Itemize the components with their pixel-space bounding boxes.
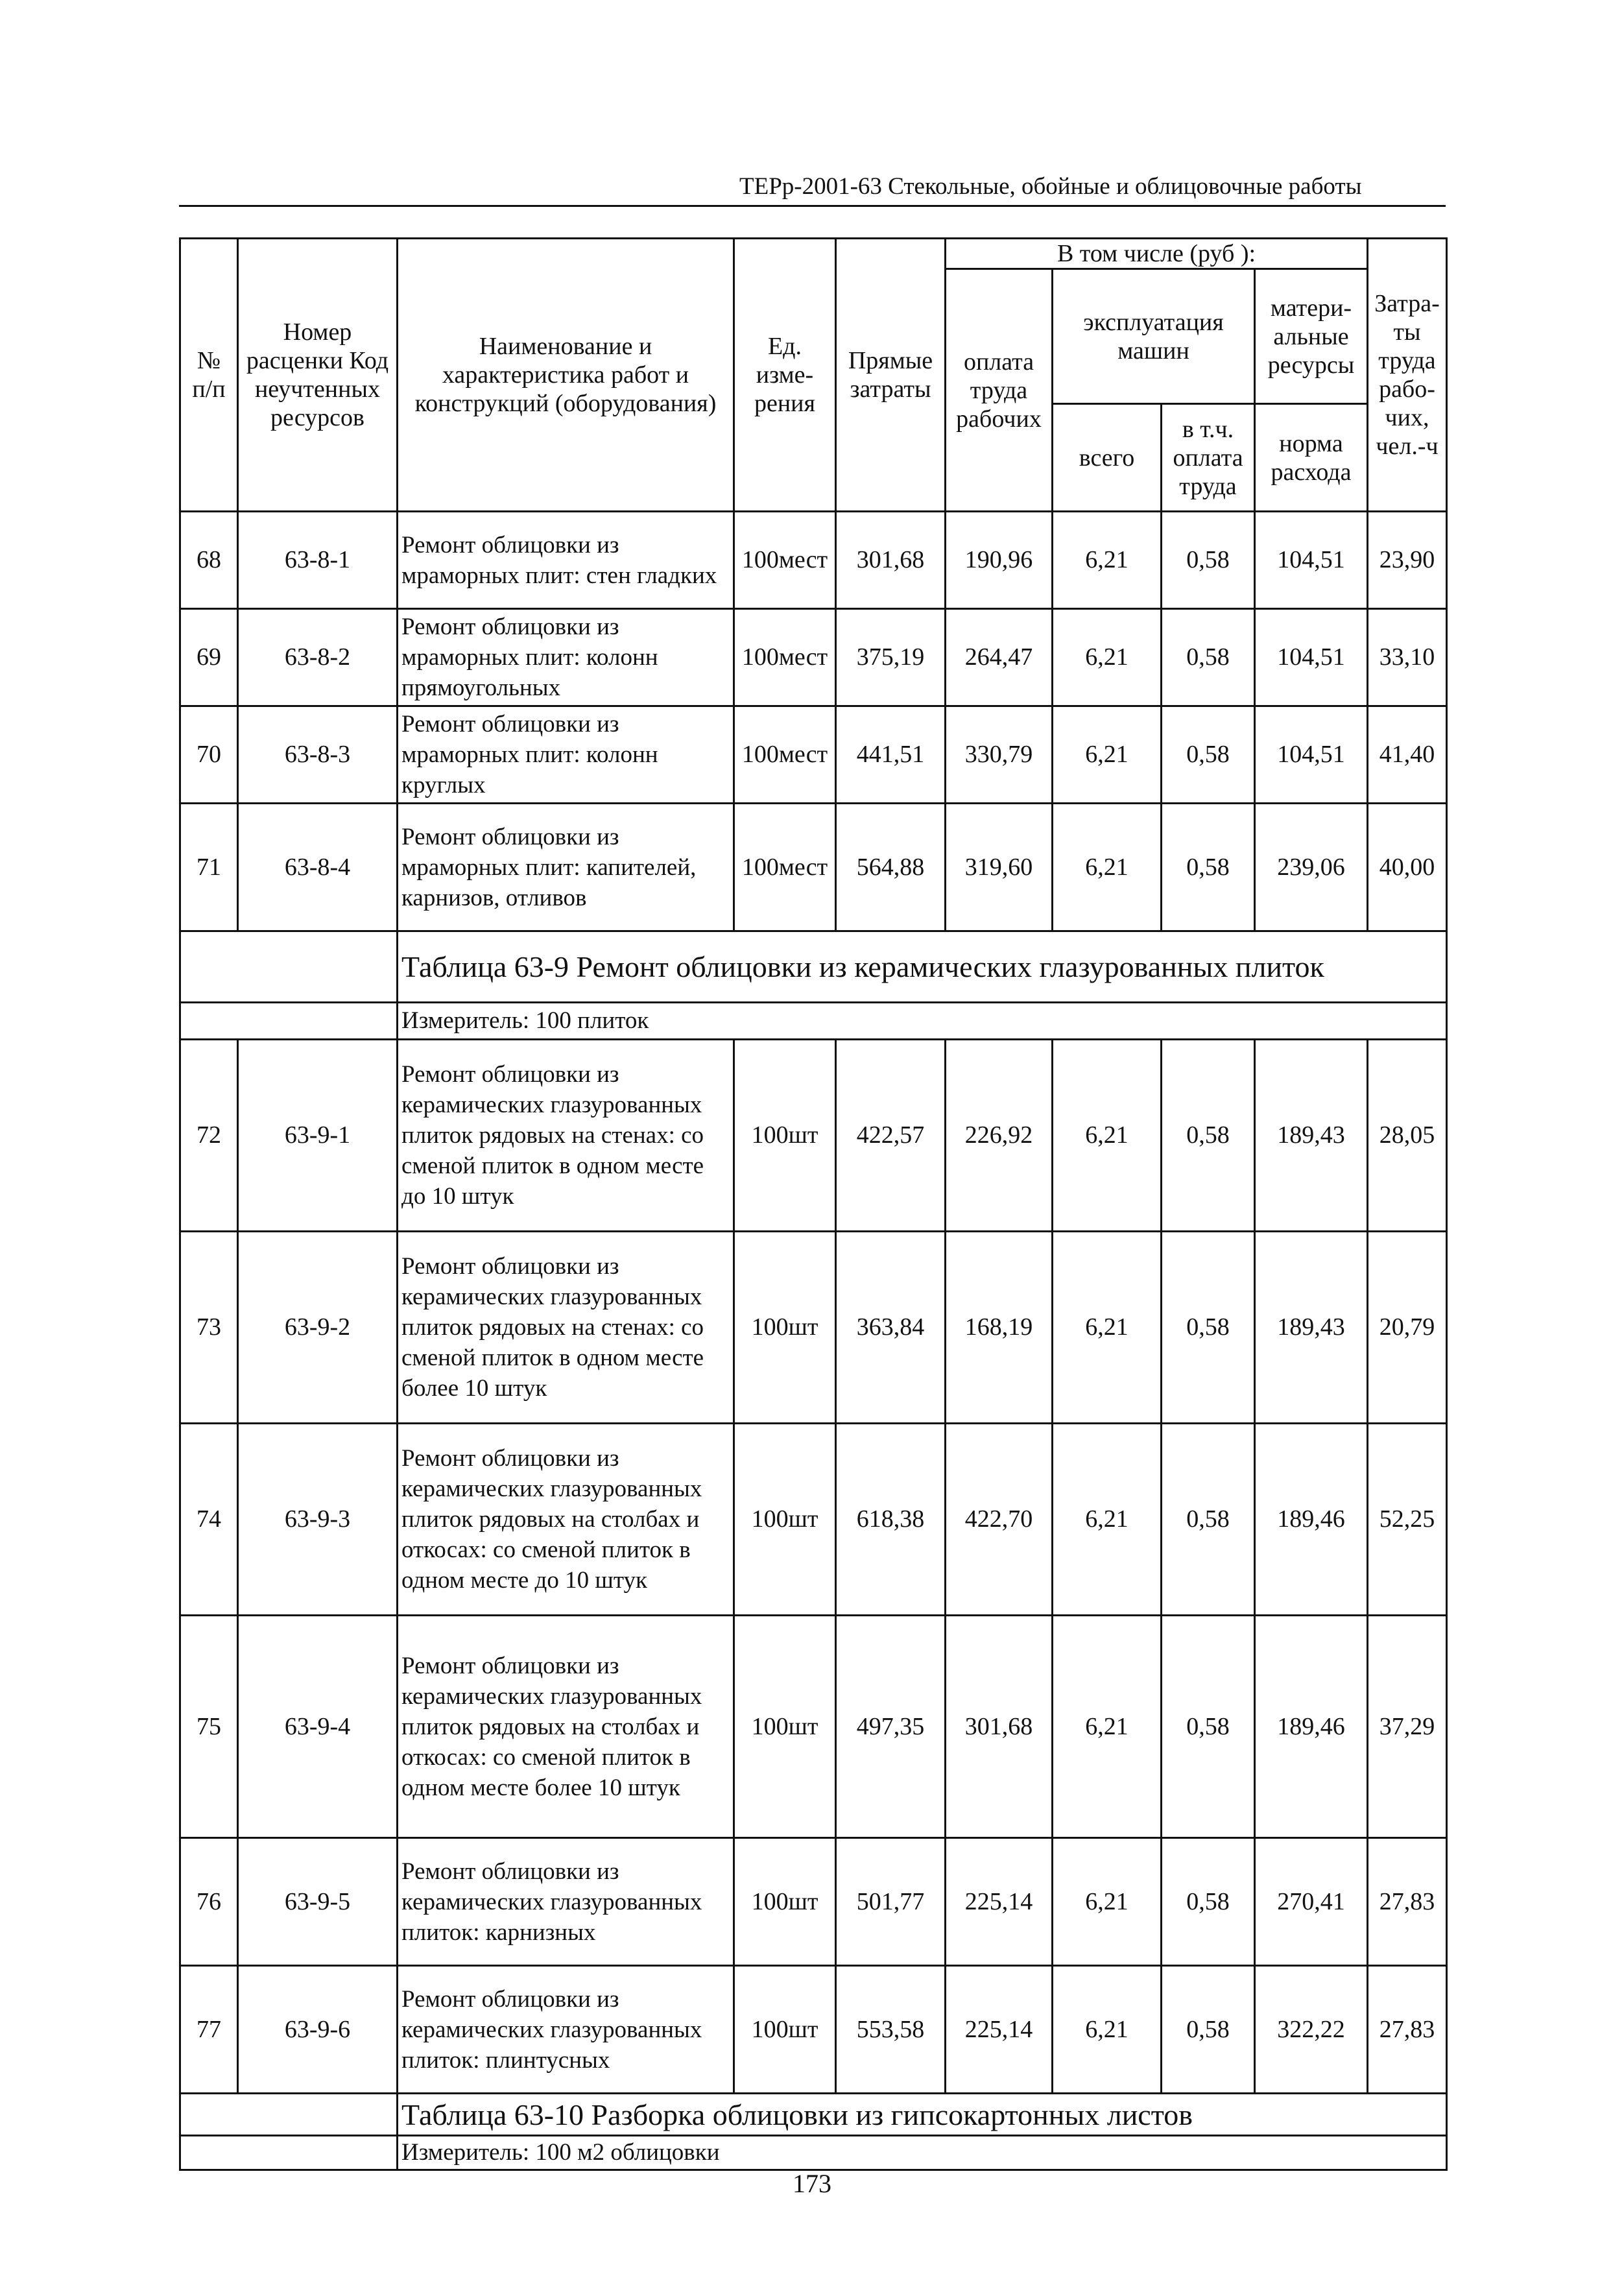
- table-row: [180, 609, 1447, 706]
- row-unit: 100шт: [734, 1232, 836, 1424]
- row-machines-total: 6,21: [1053, 512, 1162, 609]
- row-num: 76: [180, 1838, 238, 1966]
- row-machines-pay: 0,58: [1162, 1838, 1255, 1966]
- row-machines-total: 6,21: [1053, 1838, 1162, 1966]
- row-unit: 100шт: [734, 1838, 836, 1966]
- row-labor-pay: 301,68: [946, 1616, 1053, 1838]
- table-row: [180, 1232, 1447, 1424]
- including-header: В том числе (руб ):: [946, 239, 1368, 269]
- rates-table: [179, 237, 1448, 2171]
- row-name: Ремонт облицовки из мраморных плит: капителей, карнизов, отливов: [398, 804, 734, 931]
- row-machines-pay: 0,58: [1162, 804, 1255, 931]
- row-machines-total: 6,21: [1053, 1040, 1162, 1232]
- row-direct-cost: 375,19: [836, 609, 946, 706]
- row-materials: 104,51: [1255, 609, 1368, 706]
- row-num: 70: [180, 706, 238, 804]
- col-name-header: Наименование и характеристика работ и конструкций (оборудования): [398, 239, 734, 512]
- row-unit: 100мест: [734, 804, 836, 931]
- section-unit-row: [180, 2136, 1447, 2170]
- row-direct-cost: 618,38: [836, 1424, 946, 1616]
- row-machines-pay: 0,58: [1162, 1616, 1255, 1838]
- col-code-header: Номер расценки Код неучтенных ресурсов: [238, 239, 398, 512]
- row-labor-pay: 330,79: [946, 706, 1053, 804]
- row-name: Ремонт облицовки из керамических глазурованных плиток рядовых на столбах и откосах: со сменой плиток в одном месте более 10 штук: [398, 1616, 734, 1838]
- table-row: [180, 1424, 1447, 1616]
- row-code: 63-9-2: [238, 1232, 398, 1424]
- row-name: Ремонт облицовки из мраморных плит: стен гладких: [398, 512, 734, 609]
- row-materials: 104,51: [1255, 706, 1368, 804]
- col-materials-header: матери-альные ресурсы: [1255, 269, 1368, 404]
- row-machines-total: 6,21: [1053, 1232, 1162, 1424]
- page-number: 173: [793, 2169, 831, 2198]
- section-blank-cell: [180, 1003, 398, 1040]
- col-direct-header: Прямые затраты: [836, 239, 946, 512]
- section-blank-cell: [180, 931, 398, 1003]
- row-materials: 239,06: [1255, 804, 1368, 931]
- table-row: [180, 1966, 1447, 2094]
- row-machines-pay: 0,58: [1162, 609, 1255, 706]
- row-direct-cost: 501,77: [836, 1838, 946, 1966]
- row-unit: 100шт: [734, 1966, 836, 2094]
- row-materials: 189,43: [1255, 1040, 1368, 1232]
- row-num: 69: [180, 609, 238, 706]
- row-labor-cost: 28,05: [1368, 1040, 1447, 1232]
- table-row: [180, 804, 1447, 931]
- row-labor-cost: 40,00: [1368, 804, 1447, 931]
- col-labor-cost-header: Затра-ты труда рабо-чих, чел.-ч: [1368, 239, 1447, 512]
- row-materials: 189,46: [1255, 1424, 1368, 1616]
- row-machines-total: 6,21: [1053, 804, 1162, 931]
- table-row: [180, 512, 1447, 609]
- row-code: 63-9-3: [238, 1424, 398, 1616]
- row-machines-pay: 0,58: [1162, 1966, 1255, 2094]
- row-name: Ремонт облицовки из керамических глазурованных плиток: карнизных: [398, 1838, 734, 1966]
- section-measure-unit: Измеритель: 100 м2 облицовки: [398, 2136, 1447, 2170]
- col-machines-pay-header: в т.ч. оплата труда: [1162, 404, 1255, 512]
- row-unit: 100мест: [734, 609, 836, 706]
- row-num: 74: [180, 1424, 238, 1616]
- row-unit: 100шт: [734, 1424, 836, 1616]
- row-labor-pay: 226,92: [946, 1040, 1053, 1232]
- row-code: 63-9-6: [238, 1966, 398, 2094]
- row-unit: 100шт: [734, 1616, 836, 1838]
- section-title-row: [180, 931, 1447, 1003]
- table-row: [180, 1616, 1447, 1838]
- row-labor-cost: 27,83: [1368, 1838, 1447, 1966]
- row-code: 63-8-2: [238, 609, 398, 706]
- row-machines-pay: 0,58: [1162, 706, 1255, 804]
- row-name: Ремонт облицовки из керамических глазурованных плиток: плинтусных: [398, 1966, 734, 2094]
- row-materials: 189,46: [1255, 1616, 1368, 1838]
- table-row: [180, 706, 1447, 804]
- row-name: Ремонт облицовки из мраморных плит: колонн круглых: [398, 706, 734, 804]
- row-direct-cost: 363,84: [836, 1232, 946, 1424]
- row-name: Ремонт облицовки из мраморных плит: колонн прямоугольных: [398, 609, 734, 706]
- row-machines-pay: 0,58: [1162, 1040, 1255, 1232]
- row-materials: 322,22: [1255, 1966, 1368, 2094]
- row-num: 73: [180, 1232, 238, 1424]
- row-machines-total: 6,21: [1053, 1966, 1162, 2094]
- section-blank-cell: [180, 2136, 398, 2170]
- section-title: Таблица 63-9 Ремонт облицовки из керамических глазурованных плиток: [398, 931, 1447, 1003]
- row-materials: 270,41: [1255, 1838, 1368, 1966]
- section-title-row: [180, 2094, 1447, 2136]
- row-labor-cost: 23,90: [1368, 512, 1447, 609]
- row-materials: 104,51: [1255, 512, 1368, 609]
- section-measure-unit: Измеритель: 100 плиток: [398, 1003, 1447, 1040]
- row-labor-pay: 225,14: [946, 1838, 1053, 1966]
- row-labor-pay: 422,70: [946, 1424, 1053, 1616]
- row-labor-cost: 27,83: [1368, 1966, 1447, 2094]
- row-machines-total: 6,21: [1053, 1424, 1162, 1616]
- row-labor-pay: 264,47: [946, 609, 1053, 706]
- row-machines-pay: 0,58: [1162, 1424, 1255, 1616]
- row-direct-cost: 441,51: [836, 706, 946, 804]
- running-header: ТЕРр-2001-63 Стекольные, обойные и облицовочные работы: [739, 173, 1362, 200]
- row-machines-total: 6,21: [1053, 1616, 1162, 1838]
- row-direct-cost: 564,88: [836, 804, 946, 931]
- row-labor-pay: 225,14: [946, 1966, 1053, 2094]
- row-code: 63-8-4: [238, 804, 398, 931]
- row-code: 63-9-5: [238, 1838, 398, 1966]
- row-unit: 100мест: [734, 706, 836, 804]
- row-num: 68: [180, 512, 238, 609]
- row-materials: 189,43: [1255, 1232, 1368, 1424]
- row-labor-cost: 41,40: [1368, 706, 1447, 804]
- row-labor-cost: 37,29: [1368, 1616, 1447, 1838]
- row-machines-pay: 0,58: [1162, 512, 1255, 609]
- row-direct-cost: 553,58: [836, 1966, 946, 2094]
- row-name: Ремонт облицовки из керамических глазурованных плиток рядовых на стенах: со сменой плиток в одном месте более 10 штук: [398, 1232, 734, 1424]
- row-direct-cost: 301,68: [836, 512, 946, 609]
- row-code: 63-9-1: [238, 1040, 398, 1232]
- col-machines-total-header: всего: [1053, 404, 1162, 512]
- row-num: 72: [180, 1040, 238, 1232]
- row-num: 71: [180, 804, 238, 931]
- row-labor-pay: 319,60: [946, 804, 1053, 931]
- col-num-header: № п/п: [180, 239, 238, 512]
- row-labor-cost: 33,10: [1368, 609, 1447, 706]
- row-code: 63-9-4: [238, 1616, 398, 1838]
- table-header: [180, 239, 1447, 512]
- col-materials-norm-header: норма расхода: [1255, 404, 1368, 512]
- header-rule: [179, 205, 1446, 207]
- row-direct-cost: 497,35: [836, 1616, 946, 1838]
- row-code: 63-8-1: [238, 512, 398, 609]
- row-unit: 100мест: [734, 512, 836, 609]
- row-labor-cost: 52,25: [1368, 1424, 1447, 1616]
- col-labor-pay-header: оплата труда рабочих: [946, 269, 1053, 512]
- table-row: [180, 1040, 1447, 1232]
- row-name: Ремонт облицовки из керамических глазурованных плиток рядовых на стенах: со сменой плиток в одном месте до 10 штук: [398, 1040, 734, 1232]
- row-name: Ремонт облицовки из керамических глазурованных плиток рядовых на столбах и откосах: со сменой плиток в одном месте до 10 штук: [398, 1424, 734, 1616]
- row-direct-cost: 422,57: [836, 1040, 946, 1232]
- table-row: [180, 1838, 1447, 1966]
- row-machines-pay: 0,58: [1162, 1232, 1255, 1424]
- col-unit-header: Ед. изме-рения: [734, 239, 836, 512]
- row-code: 63-8-3: [238, 706, 398, 804]
- section-title: Таблица 63-10 Разборка облицовки из гипсокартонных листов: [398, 2094, 1447, 2136]
- row-machines-total: 6,21: [1053, 706, 1162, 804]
- row-labor-pay: 168,19: [946, 1232, 1053, 1424]
- row-num: 77: [180, 1966, 238, 2094]
- row-labor-cost: 20,79: [1368, 1232, 1447, 1424]
- row-machines-total: 6,21: [1053, 609, 1162, 706]
- row-labor-pay: 190,96: [946, 512, 1053, 609]
- col-machines-header: эксплуатация машин: [1053, 269, 1255, 404]
- row-num: 75: [180, 1616, 238, 1838]
- row-unit: 100шт: [734, 1040, 836, 1232]
- section-blank-cell: [180, 2094, 398, 2136]
- section-unit-row: [180, 1003, 1447, 1040]
